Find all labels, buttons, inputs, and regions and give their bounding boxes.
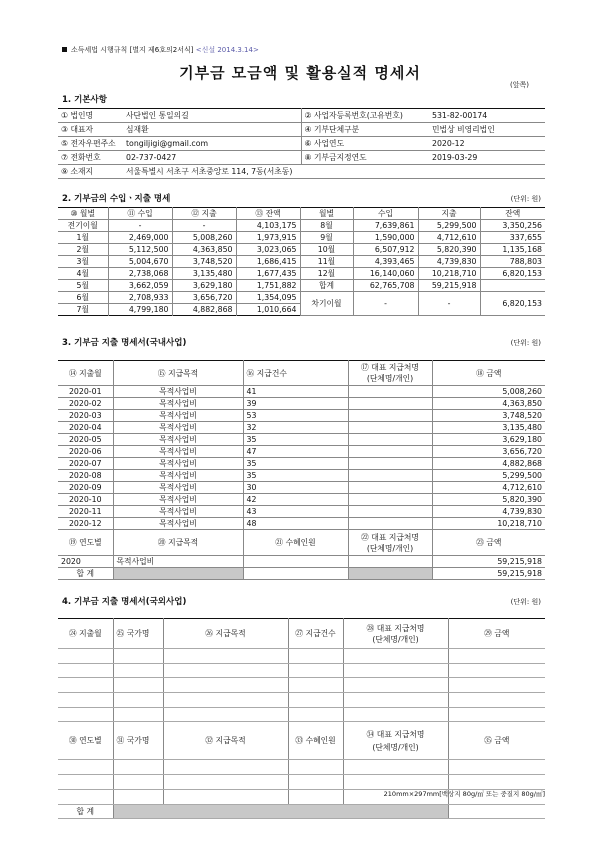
header-line: ㉒ 대표 지급처명 <box>361 532 419 542</box>
column-header: ㉜ 지급목적 <box>163 722 288 760</box>
empty-cell <box>113 707 163 722</box>
table-cell: 337,655 <box>480 232 545 244</box>
table-cell <box>348 458 432 470</box>
table-cell: - <box>108 220 172 232</box>
field-value: 02-737-0427 <box>123 151 301 165</box>
empty-row <box>58 693 545 708</box>
table-cell: 5,299,500 <box>418 220 480 232</box>
table-cell: 1,010,664 <box>236 304 300 316</box>
table-cell: 5월 <box>58 280 108 292</box>
table-cell: 6월 <box>58 292 108 304</box>
field-label: ② 사업자등록번호(고유번호) <box>301 109 429 123</box>
table-cell: 16,140,060 <box>353 268 418 280</box>
table-cell: 1,686,415 <box>236 256 300 268</box>
table-row <box>58 506 545 518</box>
table-cell: 3월 <box>58 256 108 268</box>
empty-cell <box>113 789 163 804</box>
table-cell: 10월 <box>300 244 353 256</box>
field-label: ④ 기부단체구분 <box>301 123 429 137</box>
header-line: (단체명/개인) <box>366 374 414 383</box>
basic-info-heading: 1. 기본사항 <box>62 95 107 105</box>
domestic-table <box>58 360 545 580</box>
table-row <box>58 518 545 530</box>
table-cell: 5,820,390 <box>432 494 545 506</box>
empty-cell <box>163 760 288 775</box>
table-cell: 5,004,670 <box>108 256 172 268</box>
table-cell: 62,765,708 <box>353 280 418 292</box>
table-row <box>58 220 545 232</box>
table-cell: 41 <box>243 386 348 398</box>
table-cell: 12월 <box>300 268 353 280</box>
table-cell: 4월 <box>58 268 108 280</box>
paper-spec: 210mm×297mm[백상지 80g/㎡ 또는 중질지 80g/㎡] <box>383 790 545 798</box>
basic-info-row <box>58 151 545 165</box>
field-value: 531-82-00174 <box>429 109 545 123</box>
basic-info-row <box>58 123 545 137</box>
header-line: ㉞ 대표 지급처명 <box>366 729 425 739</box>
table-cell: - <box>353 292 418 316</box>
empty-cell <box>58 649 113 664</box>
regulation-line <box>62 45 259 55</box>
empty-cell <box>163 707 288 722</box>
table-cell: 5,008,260 <box>432 386 545 398</box>
column-header: ⑲ 연도별 <box>58 530 113 556</box>
empty-cell <box>163 663 288 678</box>
table-cell: 2020-04 <box>58 422 113 434</box>
field-label: ⑤ 전자우편주소 <box>58 137 123 151</box>
empty-cell <box>163 678 288 693</box>
field-label: ⑦ 전화번호 <box>58 151 123 165</box>
table-row <box>58 410 545 422</box>
column-header: ⑭ 지출월 <box>58 361 113 386</box>
empty-cell <box>113 663 163 678</box>
table-cell: 35 <box>243 470 348 482</box>
table-cell: 7,639,861 <box>353 220 418 232</box>
table-cell: 5,299,500 <box>432 470 545 482</box>
table-cell: 목적사업비 <box>113 446 243 458</box>
empty-row <box>58 678 545 693</box>
empty-cell <box>343 663 448 678</box>
table-cell: 목적사업비 <box>113 506 243 518</box>
empty-cell <box>448 775 545 790</box>
empty-cell <box>58 775 113 790</box>
column-header: ⑯ 지급건수 <box>243 361 348 386</box>
empty-cell <box>448 663 545 678</box>
table-cell: 4,882,868 <box>172 304 236 316</box>
empty-cell <box>288 775 343 790</box>
table-cell: 2,738,068 <box>108 268 172 280</box>
foreign-section <box>58 594 545 819</box>
foreign-header-row <box>58 722 545 760</box>
empty-cell <box>113 775 163 790</box>
regulation-text: 소득세법 시행규칙 [별지 제6호의2서식] <box>71 46 194 54</box>
table-cell: 목적사업비 <box>113 398 243 410</box>
column-header: ㉗ 지급건수 <box>288 619 343 649</box>
table-cell: 3,748,520 <box>172 256 236 268</box>
table-cell: 2020-03 <box>58 410 113 422</box>
empty-cell <box>288 789 343 804</box>
table-cell: 3,629,180 <box>432 434 545 446</box>
table-cell <box>348 506 432 518</box>
empty-cell <box>58 707 113 722</box>
column-header: ㉝ 수혜인원 <box>288 722 343 760</box>
monthly-section <box>58 191 545 316</box>
table-cell <box>348 422 432 434</box>
table-cell: 5,820,390 <box>418 244 480 256</box>
table-cell: 2020-01 <box>58 386 113 398</box>
table-cell: 목적사업비 <box>113 422 243 434</box>
empty-cell <box>448 804 545 819</box>
empty-cell <box>448 760 545 775</box>
column-header <box>343 619 448 649</box>
table-cell <box>348 410 432 422</box>
table-cell: 48 <box>243 518 348 530</box>
domestic-year-header-row <box>58 530 545 556</box>
total-label: 합 계 <box>58 804 113 819</box>
empty-cell <box>58 789 113 804</box>
table-cell: 1,590,000 <box>353 232 418 244</box>
empty-cell <box>343 760 448 775</box>
field-value: 민법상 비영리법인 <box>429 123 545 137</box>
column-header: ⑫ 지출 <box>172 208 236 220</box>
front-side-label: (앞쪽) <box>510 81 529 89</box>
column-header <box>348 361 432 386</box>
basic-info-row <box>58 137 545 151</box>
column-header <box>343 722 448 760</box>
table-cell: 2020-05 <box>58 434 113 446</box>
table-cell: 3,023,065 <box>236 244 300 256</box>
table-cell: 47 <box>243 446 348 458</box>
table-cell: 35 <box>243 458 348 470</box>
column-header: ㉟ 금액 <box>448 722 545 760</box>
table-cell: 1,135,168 <box>480 244 545 256</box>
table-cell: 2,708,933 <box>108 292 172 304</box>
foreign-header-row <box>58 619 545 649</box>
table-cell: 32 <box>243 422 348 434</box>
table-cell: 6,507,912 <box>353 244 418 256</box>
table-cell: 3,656,720 <box>432 446 545 458</box>
empty-cell <box>288 649 343 664</box>
table-cell: 30 <box>243 482 348 494</box>
table-cell <box>348 518 432 530</box>
empty-cell <box>163 693 288 708</box>
table-cell: 9월 <box>300 232 353 244</box>
field-label: ⑨ 소재지 <box>58 165 123 179</box>
table-row <box>58 244 545 256</box>
empty-cell <box>113 804 448 819</box>
column-header: ⑬ 잔액 <box>236 208 300 220</box>
table-cell: 전기이월 <box>58 220 108 232</box>
table-cell: 3,748,520 <box>432 410 545 422</box>
table-cell: 합계 <box>300 280 353 292</box>
table-cell: 6,820,153 <box>480 268 545 280</box>
header-line: ㉘ 대표 지급처명 <box>366 623 425 633</box>
column-header: 월별 <box>300 208 353 220</box>
header-line: (단체명/개인) <box>366 543 414 553</box>
domestic-section <box>58 335 545 580</box>
monthly-header-row <box>58 208 545 220</box>
empty-row <box>58 760 545 775</box>
table-row <box>58 422 545 434</box>
table-cell: 2,469,000 <box>108 232 172 244</box>
table-cell: 2월 <box>58 244 108 256</box>
table-cell: 목적사업비 <box>113 556 243 568</box>
empty-cell <box>288 693 343 708</box>
table-row <box>58 280 545 292</box>
table-cell: 10,218,710 <box>418 268 480 280</box>
empty-cell <box>448 693 545 708</box>
total-row <box>58 804 545 819</box>
table-cell: 목적사업비 <box>113 518 243 530</box>
table-cell: 4,363,850 <box>432 398 545 410</box>
column-header: ㉕ 국가명 <box>113 619 163 649</box>
table-cell: 목적사업비 <box>113 470 243 482</box>
table-cell: 2020-07 <box>58 458 113 470</box>
table-cell: 59,215,918 <box>432 556 545 568</box>
table-cell <box>348 446 432 458</box>
table-cell: 2020-08 <box>58 470 113 482</box>
field-value: 심재환 <box>123 123 301 137</box>
table-row <box>58 292 545 304</box>
address-value: 서울특별시 서초구 서초중앙로 114, 7동(서초동) <box>123 165 545 179</box>
empty-cell <box>343 693 448 708</box>
column-header: ⑪ 수입 <box>108 208 172 220</box>
table-cell: 2020-10 <box>58 494 113 506</box>
column-header: ㉛ 국가명 <box>113 722 163 760</box>
empty-cell <box>243 568 348 580</box>
table-cell: 2020-11 <box>58 506 113 518</box>
empty-cell <box>113 649 163 664</box>
table-cell: 목적사업비 <box>113 386 243 398</box>
empty-row <box>58 663 545 678</box>
amendment-text: <신설 2014.3.14> <box>195 46 259 54</box>
empty-cell <box>58 760 113 775</box>
table-row <box>58 434 545 446</box>
empty-cell <box>58 693 113 708</box>
table-cell: 35 <box>243 434 348 446</box>
table-cell: 4,739,830 <box>418 256 480 268</box>
table-row <box>58 482 545 494</box>
column-header: ㉓ 금액 <box>432 530 545 556</box>
field-value: 2019-03-29 <box>429 151 545 165</box>
table-cell: 2020-06 <box>58 446 113 458</box>
empty-cell <box>448 707 545 722</box>
empty-cell <box>113 568 243 580</box>
field-value: 사단법인 통일의길 <box>123 109 301 123</box>
empty-cell <box>448 649 545 664</box>
field-label: ③ 대표자 <box>58 123 123 137</box>
table-cell: 2020-09 <box>58 482 113 494</box>
column-header: ㉚ 연도별 <box>58 722 113 760</box>
table-cell: 59,215,918 <box>418 280 480 292</box>
table-cell: 5,112,500 <box>108 244 172 256</box>
header-line: (단체명/개인) <box>372 634 419 644</box>
table-cell: 3,135,480 <box>172 268 236 280</box>
column-header: 잔액 <box>480 208 545 220</box>
table-cell: - <box>172 220 236 232</box>
field-label: ⑧ 기부금지정연도 <box>301 151 429 165</box>
foreign-heading <box>58 594 545 610</box>
table-cell: 3,662,059 <box>108 280 172 292</box>
empty-cell <box>288 707 343 722</box>
column-header: ⑩ 월별 <box>58 208 108 220</box>
table-cell: 8월 <box>300 220 353 232</box>
table-row <box>58 386 545 398</box>
table-cell: 2020-12 <box>58 518 113 530</box>
table-cell <box>348 470 432 482</box>
empty-cell <box>448 678 545 693</box>
empty-cell <box>343 649 448 664</box>
table-cell <box>348 398 432 410</box>
table-row <box>58 494 545 506</box>
empty-cell <box>58 663 113 678</box>
table-cell: 3,350,256 <box>480 220 545 232</box>
column-header <box>348 530 432 556</box>
table-row <box>58 458 545 470</box>
empty-cell <box>288 663 343 678</box>
empty-cell <box>113 693 163 708</box>
total-label: 합 계 <box>58 568 113 580</box>
table-cell: 목적사업비 <box>113 494 243 506</box>
table-cell: 차기이월 <box>300 292 353 316</box>
header-line: ⑰ 대표 지급처명 <box>361 363 419 372</box>
table-cell: 53 <box>243 410 348 422</box>
table-cell: 4,712,610 <box>432 482 545 494</box>
table-cell: 10,218,710 <box>432 518 545 530</box>
table-cell: 1,973,915 <box>236 232 300 244</box>
basic-info-table <box>58 108 545 179</box>
empty-cell <box>288 760 343 775</box>
empty-cell <box>113 760 163 775</box>
empty-cell <box>343 707 448 722</box>
monthly-unit: (단위: 원) <box>510 195 541 203</box>
table-row <box>58 232 545 244</box>
empty-cell <box>163 775 288 790</box>
table-cell: 4,739,830 <box>432 506 545 518</box>
field-value: tongiljigi@gmail.com <box>123 137 301 151</box>
table-cell <box>348 556 432 568</box>
table-cell: 39 <box>243 398 348 410</box>
empty-row <box>58 775 545 790</box>
table-cell: 1,677,435 <box>236 268 300 280</box>
table-cell: 4,882,868 <box>432 458 545 470</box>
table-cell: 4,712,610 <box>418 232 480 244</box>
empty-cell <box>163 649 288 664</box>
table-cell: 목적사업비 <box>113 410 243 422</box>
field-value: 2020-12 <box>429 137 545 151</box>
total-amount: 59,215,918 <box>432 568 545 580</box>
column-header: ㉑ 수혜인원 <box>243 530 348 556</box>
monthly-heading <box>58 191 545 207</box>
basic-info-row <box>58 109 545 123</box>
table-cell <box>480 280 545 292</box>
table-row <box>58 470 545 482</box>
table-cell: 7월 <box>58 304 108 316</box>
table-cell: 2020 <box>58 556 113 568</box>
table-cell: 6,820,153 <box>480 292 545 316</box>
table-cell: 788,803 <box>480 256 545 268</box>
domestic-heading-text: 3. 기부금 지출 명세서(국내사업) <box>62 338 187 348</box>
table-cell: 4,799,180 <box>108 304 172 316</box>
table-cell: 1,354,095 <box>236 292 300 304</box>
column-header: ⑳ 지급목적 <box>113 530 243 556</box>
table-row <box>58 256 545 268</box>
empty-row <box>58 649 545 664</box>
empty-cell <box>113 678 163 693</box>
field-label: ⑥ 사업연도 <box>301 137 429 151</box>
column-header: ⑱ 금액 <box>432 361 545 386</box>
column-header: 수입 <box>353 208 418 220</box>
foreign-unit: (단위: 원) <box>510 598 541 606</box>
table-cell <box>348 386 432 398</box>
table-cell <box>348 494 432 506</box>
basic-info-row <box>58 165 545 179</box>
empty-cell <box>58 678 113 693</box>
foreign-heading-text: 4. 기부금 지출 명세서(국외사업) <box>62 597 187 607</box>
basic-info-section <box>58 92 545 179</box>
empty-cell <box>163 789 288 804</box>
column-header: ㉙ 금액 <box>448 619 545 649</box>
table-cell <box>348 434 432 446</box>
empty-cell <box>343 678 448 693</box>
column-header: ㉔ 지출월 <box>58 619 113 649</box>
table-cell <box>348 482 432 494</box>
table-row <box>58 556 545 568</box>
table-cell: 3,629,180 <box>172 280 236 292</box>
table-cell: 4,363,850 <box>172 244 236 256</box>
table-cell: 1,751,882 <box>236 280 300 292</box>
monthly-heading-text: 2. 기부금의 수입ㆍ지출 명세 <box>62 194 171 204</box>
empty-cell <box>288 678 343 693</box>
table-row <box>58 268 545 280</box>
table-cell: 42 <box>243 494 348 506</box>
monthly-table <box>58 207 545 316</box>
table-cell: 43 <box>243 506 348 518</box>
empty-cell <box>348 568 432 580</box>
empty-cell <box>343 775 448 790</box>
table-row <box>58 446 545 458</box>
column-header: 지출 <box>418 208 480 220</box>
field-label: ① 법인명 <box>58 109 123 123</box>
column-header: ⑮ 지급목적 <box>113 361 243 386</box>
table-cell: 4,103,175 <box>236 220 300 232</box>
empty-row <box>58 707 545 722</box>
table-cell: 3,135,480 <box>432 422 545 434</box>
table-cell <box>243 556 348 568</box>
table-cell: 목적사업비 <box>113 434 243 446</box>
table-row <box>58 398 545 410</box>
table-cell: 4,393,465 <box>353 256 418 268</box>
table-cell: 목적사업비 <box>113 458 243 470</box>
table-cell: 목적사업비 <box>113 482 243 494</box>
page-title: 기부금 모금액 및 활용실적 명세서 <box>179 64 421 82</box>
column-header: ㉖ 지급목적 <box>163 619 288 649</box>
header-line: (단체명/개인) <box>372 742 419 752</box>
table-cell: 5,008,260 <box>172 232 236 244</box>
table-cell: 3,656,720 <box>172 292 236 304</box>
domestic-heading <box>58 335 545 351</box>
table-cell: 1월 <box>58 232 108 244</box>
domestic-unit: (단위: 원) <box>510 339 541 347</box>
domestic-header-row <box>58 361 545 386</box>
table-cell: - <box>418 292 480 316</box>
table-cell: 2020-02 <box>58 398 113 410</box>
table-cell: 11월 <box>300 256 353 268</box>
total-row <box>58 568 545 580</box>
